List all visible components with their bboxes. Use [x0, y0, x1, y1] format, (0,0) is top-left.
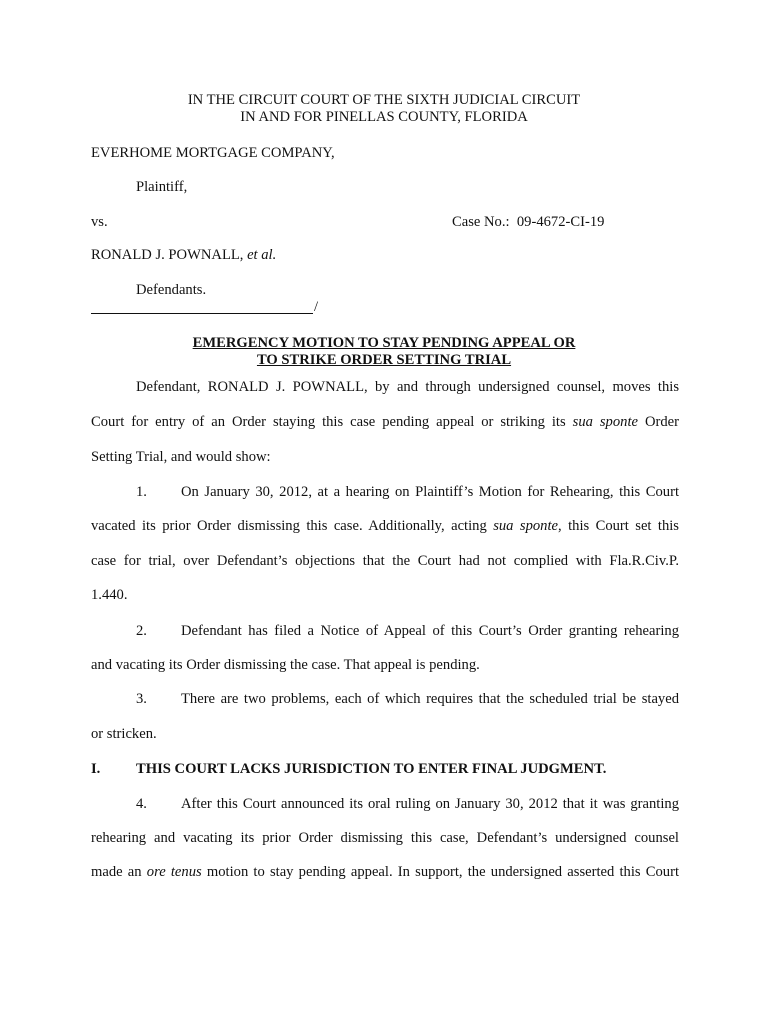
- et-al: et al.: [247, 247, 277, 263]
- case-number-label: Case No.:: [452, 214, 510, 230]
- intro-line-2-text-a: Court for entry of an Order staying this case pending appeal or striking its: [91, 414, 566, 430]
- para-4-line-2: rehearing and vacating its prior Order dismissing this case, Defendant’s undersigned counsel: [91, 830, 679, 846]
- case-number-value: 09-4672-CI-19: [516, 214, 605, 230]
- intro-line-3: Setting Trial, and would show:: [91, 449, 271, 465]
- plaintiff-role: Plaintiff,: [136, 179, 188, 195]
- caption-rule: [91, 313, 313, 314]
- para-4-line-3: [91, 863, 679, 881]
- plaintiff-name: EVERHOME MORTGAGE COMPANY,: [91, 145, 335, 161]
- para-3-number: 3.: [136, 691, 147, 707]
- para-1-line-3: case for trial, over Defendant’s objections that the Court had not complied with Fla.R.Civ.P.: [91, 553, 679, 569]
- case-number: [452, 213, 604, 231]
- caption-slash: /: [314, 299, 319, 315]
- para-2-line-2: and vacating its Order dismissing the case. That appeal is pending.: [91, 657, 480, 673]
- para-4-line-1: After this Court announced its oral ruling on January 30, 2012 that it was granting: [181, 796, 679, 812]
- para-1-line-2-text-b: , this Court set this: [558, 518, 679, 534]
- court-heading-line-1: IN THE CIRCUIT COURT OF THE SIXTH JUDICIAL CIRCUIT: [187, 92, 581, 108]
- para-3-line-1: There are two problems, each of which requires that the scheduled trial be stayed: [181, 691, 679, 707]
- defendant-name: [91, 246, 276, 264]
- intro-line-2-text-b: Order: [644, 414, 679, 430]
- para-4-ore-tenus: ore tenus: [146, 864, 202, 880]
- section-1-number: I.: [91, 761, 101, 777]
- para-2-number: 2.: [136, 623, 147, 639]
- para-2-line-1: Defendant has filed a Notice of Appeal of this Court’s Order granting rehearing: [181, 623, 679, 639]
- motion-title-line-2: [0, 351, 768, 369]
- para-1-line-4: 1.440.: [91, 587, 128, 603]
- para-4-number: 4.: [136, 796, 147, 812]
- court-heading-line-2: IN AND FOR PINELLAS COUNTY, FLORIDA: [240, 109, 528, 125]
- motion-title-text-2: TO STRIKE ORDER SETTING TRIAL: [256, 352, 512, 368]
- para-3-line-2: or stricken.: [91, 726, 157, 742]
- versus-label: vs.: [91, 214, 108, 230]
- intro-line-1: Defendant, RONALD J. POWNALL, by and through undersigned counsel, moves this: [136, 379, 679, 395]
- para-1-number: 1.: [136, 484, 147, 500]
- para-1-sua-sponte: sua sponte: [493, 518, 559, 534]
- motion-title-text-1: EMERGENCY MOTION TO STAY PENDING APPEAL OR: [192, 335, 576, 351]
- para-1-line-1: On January 30, 2012, at a hearing on Plaintiff’s Motion for Rehearing, this Court: [181, 484, 679, 500]
- intro-sua-sponte: sua sponte: [572, 414, 638, 430]
- defendant-role: Defendants.: [136, 282, 207, 298]
- intro-line-2: [91, 413, 679, 431]
- para-4-line-3-text-a: made an: [91, 864, 142, 880]
- defendant-name-text: RONALD J. POWNALL,: [91, 247, 244, 263]
- section-1-heading: THIS COURT LACKS JURISDICTION TO ENTER FINAL JUDGMENT.: [136, 761, 607, 777]
- para-1-line-2-text-a: vacated its prior Order dismissing this case. Additionally, acting: [91, 518, 487, 534]
- para-4-line-3-text-b: motion to stay pending appeal. In support, the undersigned asserted this Court: [206, 864, 680, 880]
- para-1-line-2: [91, 517, 679, 535]
- motion-title-line-1: [0, 334, 768, 352]
